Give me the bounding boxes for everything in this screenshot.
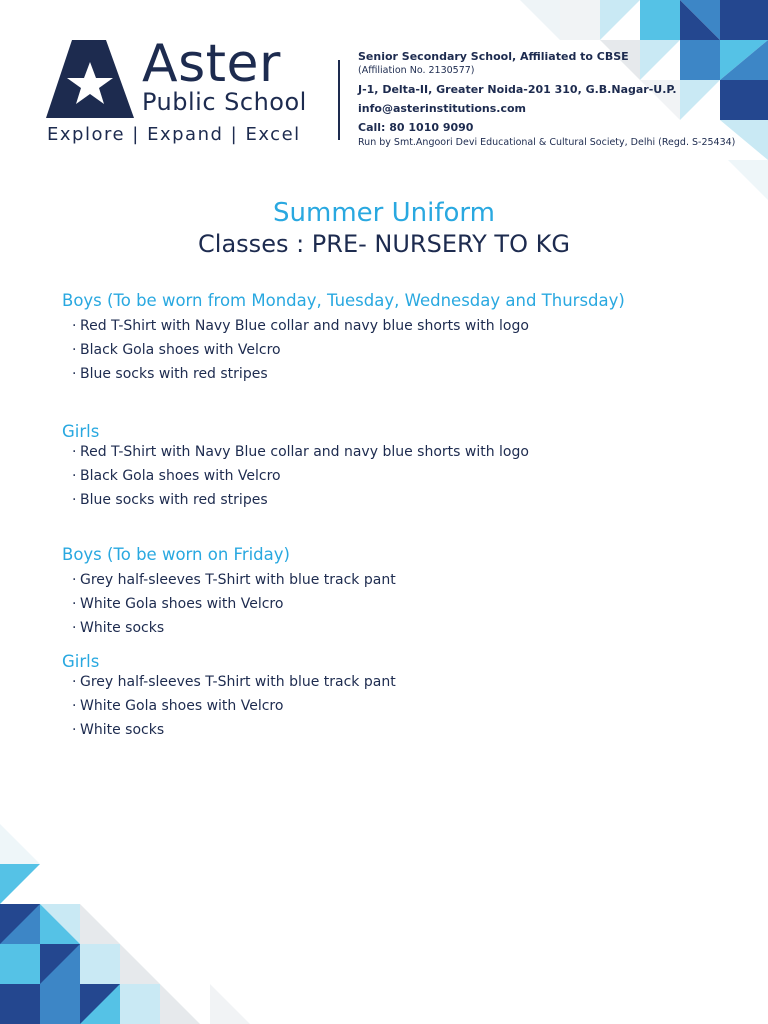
list-item — [62, 440, 529, 464]
tagline-separator: | — [230, 124, 239, 145]
item-text: White socks — [80, 620, 165, 636]
affiliation-line: Senior Secondary School, Affiliated to CBSE — [358, 50, 629, 63]
list-item — [62, 464, 529, 488]
affiliation-number: (Affiliation No. 2130577) — [358, 65, 475, 76]
section-heading: Girls — [62, 422, 100, 441]
bullet-icon: · — [72, 342, 77, 358]
list-item — [62, 616, 396, 640]
item-text: Black Gola shoes with Velcro — [80, 342, 281, 358]
item-text: Grey half-sleeves T-Shirt with blue track pant — [80, 572, 396, 588]
section-girls-friday — [62, 652, 396, 742]
bullet-icon: · — [72, 318, 77, 334]
section-girls-weekday — [62, 422, 529, 512]
tagline — [47, 124, 301, 145]
section-heading: Boys (To be worn on Friday) — [62, 545, 290, 564]
section-boys-weekday — [62, 291, 625, 386]
brand-block — [142, 36, 307, 114]
section-boys-friday — [62, 545, 396, 640]
item-text: Red T-Shirt with Navy Blue collar and navy blue shorts with logo — [80, 444, 529, 460]
brand-name: Aster — [142, 34, 281, 94]
list-item — [62, 314, 625, 338]
item-text: White socks — [80, 722, 165, 738]
bullet-icon: · — [72, 366, 77, 382]
list-item — [62, 718, 396, 742]
tagline-word-3: Excel — [245, 124, 301, 145]
tagline-word-2: Expand — [147, 124, 224, 145]
bullet-icon: · — [72, 572, 77, 588]
list-item — [62, 488, 529, 512]
school-info — [358, 50, 735, 149]
header-divider — [338, 60, 340, 140]
item-text: Red T-Shirt with Navy Blue collar and navy blue shorts with logo — [80, 318, 529, 334]
aster-logo-icon — [46, 40, 134, 120]
bullet-icon: · — [72, 444, 77, 460]
list-item — [62, 670, 396, 694]
bullet-icon: · — [72, 468, 77, 484]
bullet-icon: · — [72, 722, 77, 738]
item-text: Blue socks with red stripes — [80, 492, 268, 508]
list-item — [62, 338, 625, 362]
bullet-icon: · — [72, 596, 77, 612]
phone: Call: 80 1010 9090 — [358, 121, 474, 134]
item-text: White Gola shoes with Velcro — [80, 698, 284, 714]
item-text: Blue socks with red stripes — [80, 366, 268, 382]
address: J-1, Delta-II, Greater Noida-201 310, G.B.Nagar-U.P. — [358, 83, 677, 96]
doc-subtitle: Classes : PRE- NURSERY TO KG — [198, 230, 570, 258]
bullet-icon: · — [72, 492, 77, 508]
bullet-icon: · — [72, 620, 77, 636]
tagline-word-1: Explore — [47, 124, 126, 145]
brand-subtitle: Public School — [142, 88, 307, 116]
bullet-icon: · — [72, 698, 77, 714]
society-line: Run by Smt.Angoori Devi Educational & Cultural Society, Delhi (Regd. S-25434) — [358, 137, 736, 148]
item-text: Grey half-sleeves T-Shirt with blue track pant — [80, 674, 396, 690]
list-item — [62, 362, 625, 386]
section-heading: Boys (To be worn from Monday, Tuesday, Wednesday and Thursday) — [62, 291, 625, 310]
list-item — [62, 568, 396, 592]
list-item — [62, 592, 396, 616]
bullet-icon: · — [72, 674, 77, 690]
corner-pattern-bottom — [0, 824, 250, 1024]
item-text: White Gola shoes with Velcro — [80, 596, 284, 612]
section-heading: Girls — [62, 652, 100, 671]
list-item — [62, 694, 396, 718]
tagline-separator: | — [132, 124, 140, 145]
email-link[interactable]: info@asterinstitutions.com — [358, 102, 527, 115]
doc-title: Summer Uniform — [273, 198, 495, 228]
item-text: Black Gola shoes with Velcro — [80, 468, 281, 484]
